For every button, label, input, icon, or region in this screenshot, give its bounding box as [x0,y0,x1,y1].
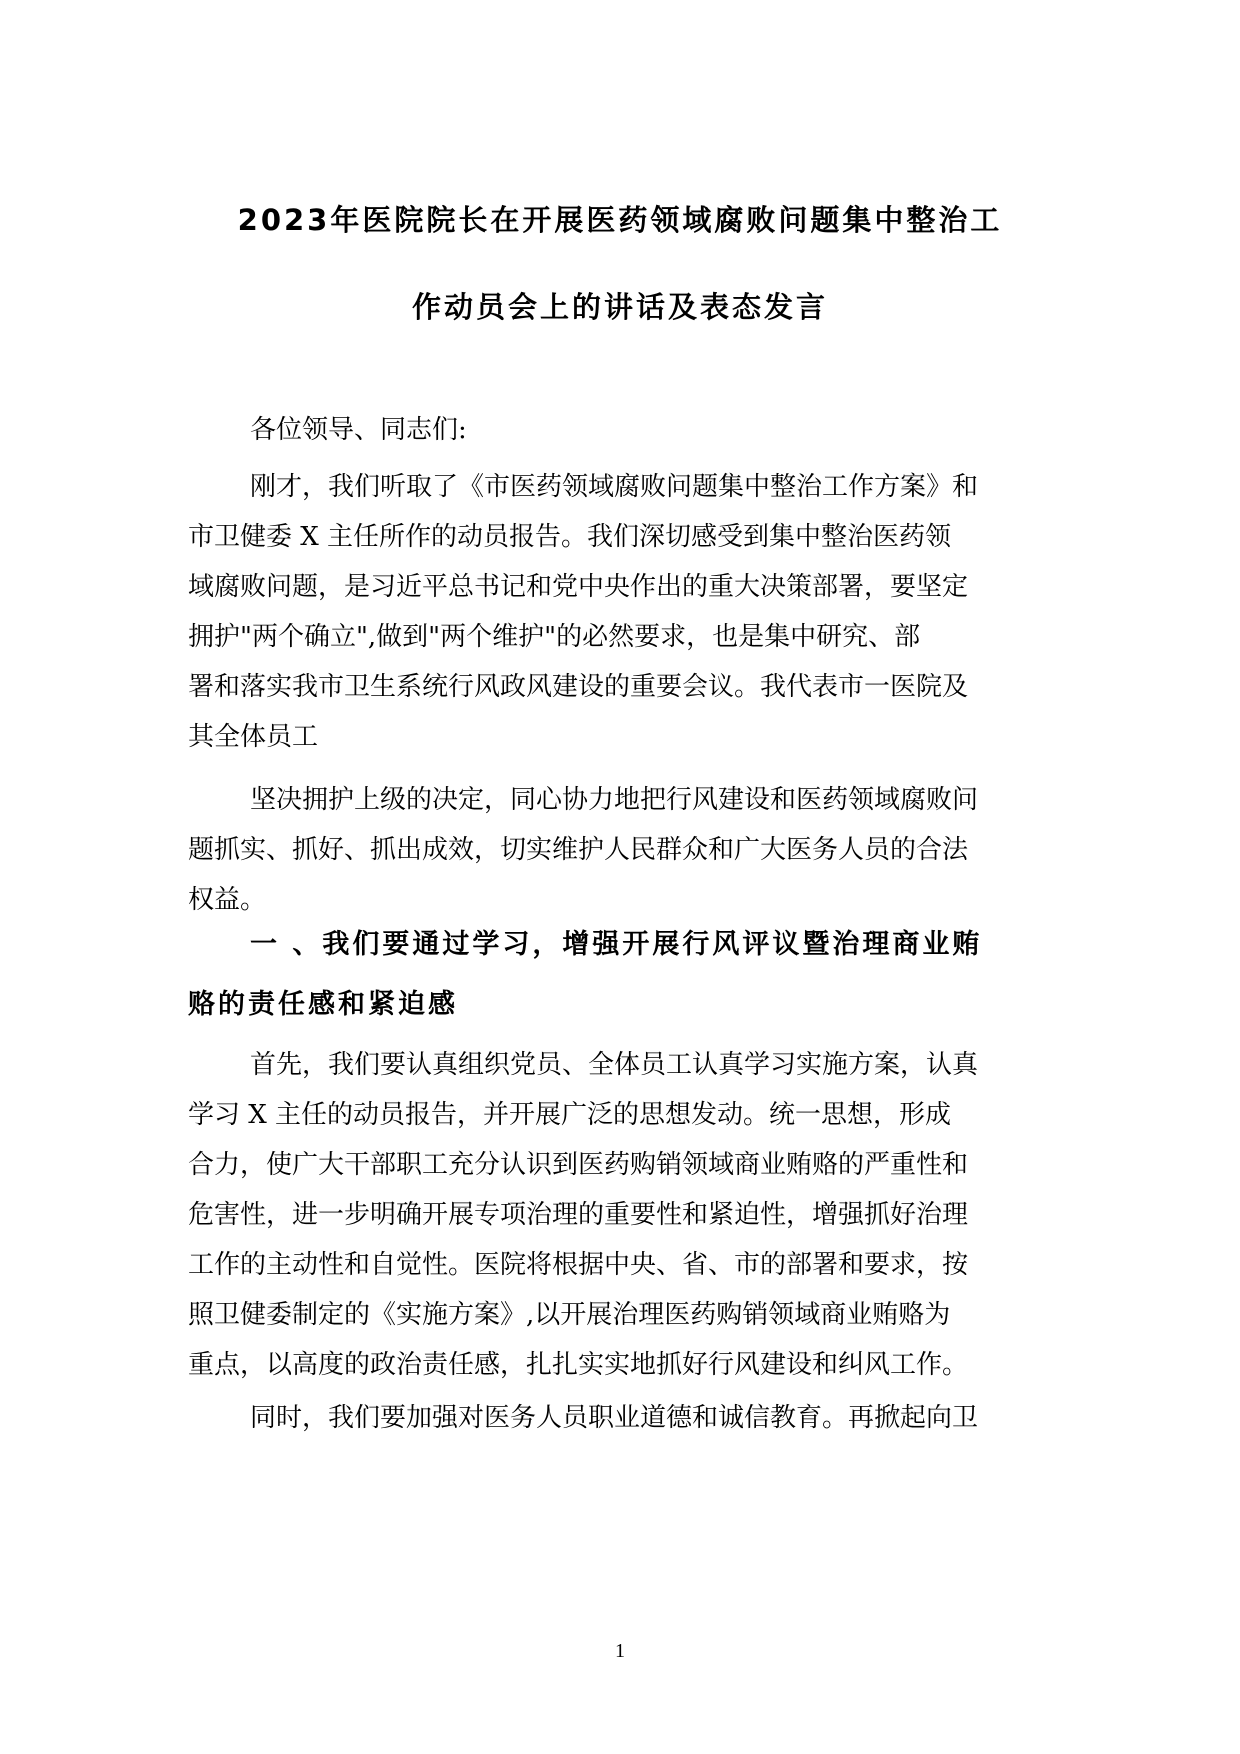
paragraph-3 [188,1040,1052,1390]
paragraph-line: 学习 X 主任的动员报告，并开展广泛的思想发动。统一思想，形成 [188,1100,952,1130]
paragraph-line: 权益。 [188,885,267,915]
paragraph-line: 刚才，我们听取了《市医药领域腐败问题集中整治工作方案》和 [250,472,979,502]
paragraph-line: 署和落实我市卫生系统行风政风建设的重要会议。我代表市一医院及 [188,672,969,702]
page-number: 1 [615,1640,625,1662]
paragraph-line: 域腐败问题，是习近平总书记和党中央作出的重大决策部署，要坚定 [188,572,969,602]
paragraph-line: 拥护"两个确立",做到"两个维护"的必然要求，也是集中研究、部 [188,622,921,652]
salutation-text: 各位领导、同志们: [250,415,467,445]
paragraph-line: 照卫健委制定的《实施方案》,以开展治理医药购销领域商业贿赂为 [188,1300,951,1330]
paragraph-1 [188,462,1052,762]
paragraph-line: 重点，以高度的政治责任感，扎扎实实地抓好行风建设和纠风工作。 [188,1350,969,1380]
paragraph-line: 其全体员工 [188,722,319,752]
document-title-line-2: 作动员会上的讲话及表态发言 [411,290,828,324]
paragraph-2 [188,775,1052,925]
document-title-line-1: 2023年医院院长在开展医药领域腐败问题集中整治工 [237,203,1003,237]
paragraph-line: 市卫健委 X 主任所作的动员报告。我们深切感受到集中整治医药领 [188,522,952,552]
paragraph-line: 首先，我们要认真组织党员、全体员工认真学习实施方案，认真 [250,1050,979,1080]
section-heading-line-2: 赂的责任感和紧迫感 [188,989,458,1020]
salutation [188,405,1052,455]
paragraph-line: 同时，我们要加强对医务人员职业道德和诚信教育。再掀起向卫 [250,1403,979,1433]
paragraph-line: 危害性，进一步明确开展专项治理的重要性和紧迫性，增强抓好治理 [188,1200,969,1230]
section-heading-line-1: 一 、我们要通过学习，增强开展行风评议暨治理商业贿 [250,929,983,960]
paragraph-line: 合力，使广大干部职工充分认识到医药购销领域商业贿赂的严重性和 [188,1150,969,1180]
paragraph-line: 坚决拥护上级的决定，同心协力地把行风建设和医药领域腐败问 [250,785,979,815]
paragraph-4 [188,1393,1052,1443]
paragraph-line: 工作的主动性和自觉性。医院将根据中央、省、市的部署和要求，按 [188,1250,969,1280]
paragraph-line: 题抓实、抓好、抓出成效，切实维护人民群众和广大医务人员的合法 [188,835,969,865]
